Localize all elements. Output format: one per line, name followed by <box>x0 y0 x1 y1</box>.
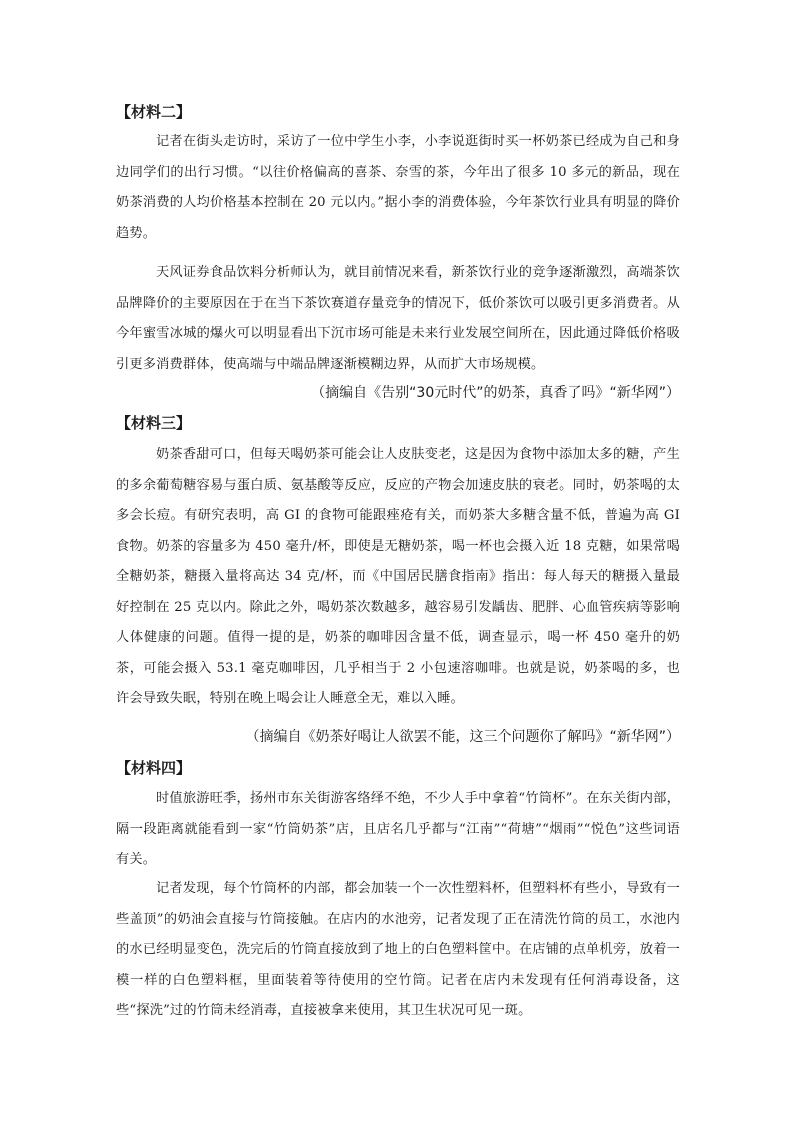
material4-paragraph-2: 记者发现，每个竹筒杯的内部，都会加装一个一次性塑料杯，但塑料杯有些小，导致有一些盖顶”的奶油会直接与竹筒接触。在店内的水池旁，记者发现了正在清洗竹筒的员工，水池内的水已经明显变色，洗完后的竹筒直接放到了地上的白色塑料筐中。在店铺的点单机旁，放着一模一样的白色塑料框，里面装着等待使用的空竹筒。记者在店内未发现有任何消毒设备，这些“探洗”过的竹筒未经消毒，直接被拿来使用，其卫生状况可见一斑。 <box>116 881 680 1018</box>
material3-source: （摘编自《奶茶好喝让人欲罢不能，这三个问题你了解吗》“新华网”） <box>245 729 680 745</box>
material2-paragraph-2: 天风证券食品饮料分析师认为，就目前情况来看，新茶饮行业的竞争逐渐激烈，高端茶饮品牌降价的主要原因在于在当下茶饮赛道存量竞争的情况下，低价茶饮可以吸引更多消费者。从今年蜜雪冰城的爆火可以明显看出下沉市场可能是未来行业发展空间所在，因此通过降低价格吸引更多消费群体，使高端与中端品牌逐渐模糊边界，从而扩大市场规模。 <box>116 265 680 372</box>
material2-paragraph-1: 记者在街头走访时，采访了一位中学生小李，小李说逛街时买一杯奶茶已经成为自己和身边同学们的出行习惯。“以往价格偏高的喜茶、奈雪的茶，今年出了很多 10 多元的新品，现在奶茶消费的人均价格基本控制在 20 元以内。”据小李的消费体验，今年茶饮行业具有明显的降价趋势。 <box>116 134 680 241</box>
material4-paragraph-1: 时值旅游旺季，扬州市东关街游客络绎不绝，不少人手中拿着“竹筒杯”。在东关街内部，隔一段距离就能看到一家“竹筒奶茶”店，且店名几乎都与“江南”“荷塘”“烟雨”“悦色”这些词语有关。 <box>116 791 680 867</box>
material2-source: （摘编自《告别“30元时代”的奶茶，真香了吗》“新华网”） <box>311 385 680 401</box>
material2-heading: 【材料二】 <box>116 103 192 121</box>
material3-heading: 【材料三】 <box>116 414 192 432</box>
material4-heading: 【材料四】 <box>116 759 192 777</box>
material3-paragraph-1: 奶茶香甜可口，但每天喝奶茶可能会让人皮肤变老，这是因为食物中添加太多的糖，产生的多余葡萄糖容易与蛋白质、氨基酸等反应，反应的产物会加速皮肤的衰老。同时，奶茶喝的太多会长痘。有研究表明，高 GI 的食物可能跟痤疮有关，而奶茶大多糖含量不低，普遍为高 GI 食物。奶茶的容量多为 450 毫升/杯，即使是无糖奶茶，喝一杯也会摄入近 18 克糖，如果常喝全糖奶茶，糖摄入量将高达 34 克/杯，而《中国居民膳食指南》指出：每人每天的糖摄入量最好控制在 25 克以内。除此之外，喝奶茶次数越多，越容易引发龋齿、肥胖、心血管疾病等影响人体健康的问题。值得一提的是，奶茶的咖啡因含量不低，调查显示，喝一杯 450 毫升的奶茶，可能会摄入 53.1 毫克咖啡因，几乎相当于 2 小包速溶咖啡。也就是说，奶茶喝的多，也许会导致失眠，特别在晚上喝会让人睡意全无，难以入睡。 <box>116 447 680 706</box>
